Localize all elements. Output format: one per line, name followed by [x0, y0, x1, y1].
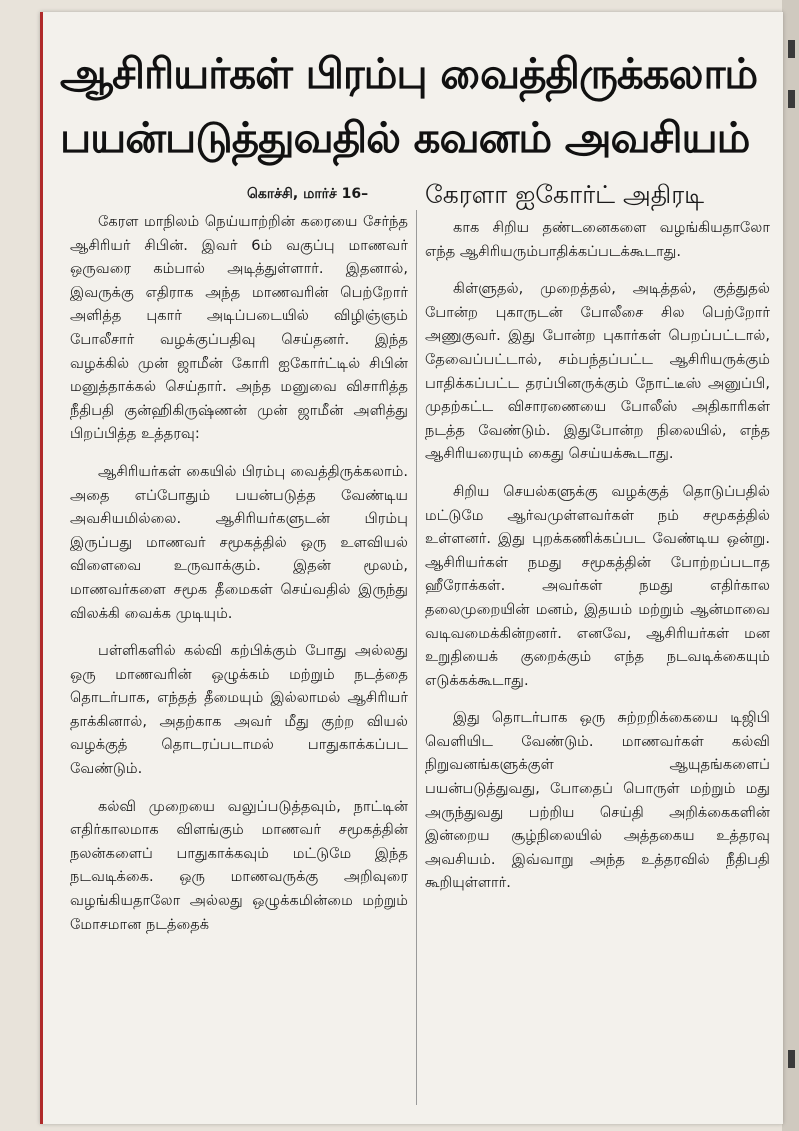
- paragraph: இது தொடர்பாக ஒரு சுற்றறிக்கையை டிஜிபி வெளியிட வேண்டும். மாணவர்கள் கல்வி நிறுவனங்களுக்குள் ஆயுதங்களைப் பயன்படுத்துவது, போதைப் பொருள் மற்றும் மது அருந்துவது பற்றிய செய்தி அறிக்கைகளின் இன்றைய சூழ்நிலையில் அத்தகைய உத்தரவு அவசியம். இவ்வாறு அந்த உத்தரவில் நீதிபதி கூறியுள்ளார்.: [425, 709, 770, 892]
- dateline: கொச்சி, மார்ச் 16–: [247, 186, 369, 202]
- paragraph: கிள்ளுதல், முறைத்தல், அடித்தல், குத்துதல் போன்ற புகாருடன் போலீசை சில பெற்றோர் அணுகுவர். இது போன்ற புகார்கள் பெறப்பட்டால், தேவைப்பட்டால், சம்பந்தப்பட்ட ஆசிரியருக்கும் பாதிக்கப்பட்ட தரப்பினருக்கும் நோட்டீஸ் அனுப்பி, முதற்கட்ட விசாரணையை போலீஸ் அதிகாரிகள் நடத்த வேண்டும். இதுபோன்ற நிலையில், எந்த ஆசிரியரையும் கைது செய்யக்கூடாது.: [425, 280, 770, 463]
- paragraph: ஆசிரியர்கள் கையில் பிரம்பு வைத்திருக்கலாம். அதை எப்போதும் பயன்படுத்த வேண்டிய அவசியமில்லை. ஆசிரியர்களுடன் பிரம்பு இருப்பது மாணவர் சமூகத்தில் ஒரு உளவியல் விளைவை உருவாக்கும். இதன் மூலம், மாணவர்களை சமூக தீமைகள் செய்வதில் இருந்து விலக்கி வைக்க முடியும்.: [70, 462, 408, 622]
- paragraph: கேரள மாநிலம் நெய்யாற்றின் கரையை சேர்ந்த ஆசிரியர் சிபின். இவர் 6ம் வகுப்பு மாணவர் ஒருவரை கம்பால் அடித்துள்ளார். இதனால், இவருக்கு எதிராக அந்த மாணவரின் பெற்றோர் அளித்த புகார் அடிப்படையில் விழிஞ்ஞம் போலீசார் வழக்குப்பதிவு செய்தனர். இந்த வழக்கில் முன் ஜாமீன் கோரி ஐகோர்ட்டில் சிபின் மனுத்தாக்கல் செய்தார். அந்த மனுவை விசாரித்த நீதிபதி குன்ஹிகிருஷ்ணன் முன் ஜாமீன் அளித்து பிறப்பித்த உத்தரவு:: [70, 213, 408, 443]
- paragraph: சிறிய செயல்களுக்கு வழக்குத் தொடுப்பதில் மட்டுமே ஆர்வமுள்ளவர்கள் நம் சமூகத்தில் உள்ளனர். இது புறக்கணிக்கப்பட வேண்டிய ஒன்று. ஆசிரியர்கள் நமது சமூகத்தின் போற்றப்படாத ஹீரோக்கள். அவர்கள் நமது எதிர்கால தலைமுறையின் மனம், இதயம் மற்றும் ஆன்மாவை வடிவமைக்கின்றனர். எனவே, ஆசிரியர்கள் மன உறுதியைக் குறைக்கும் எந்த நடவடிக்கையும் எடுக்கக்கூடாது.: [425, 482, 770, 689]
- edge-mark: [788, 90, 795, 108]
- headline-line-1: ஆசிரியர்கள் பிரம்பு வைத்திருக்கலாம்: [60, 49, 758, 98]
- paragraph: கல்வி முறையை வலுப்படுத்தவும், நாட்டின் எதிர்காலமாக விளங்கும் மாணவர் சமூகத்தின் நலன்களைப் பாதுகாக்கவும் மட்டுமே இந்த நடவடிக்கை. ஒரு மாணவருக்கு அறிவுரை வழங்கியதாலோ அல்லது ஒழுக்கமின்மை மற்றும் மோசமான நடத்தைக்: [70, 797, 408, 933]
- edge-mark: [788, 1050, 795, 1068]
- subheadline: கேரளா ஐகோர்ட் அதிரடி: [425, 180, 705, 209]
- edge-mark: [788, 40, 795, 58]
- paragraph: காக சிறிய தண்டனைகளை வழங்கியதாலோ எந்த ஆசிரியரும்பாதிக்கப்படக்கூடாது.: [425, 219, 770, 260]
- headline-line-2: பயன்படுத்துவதில் கவனம் அவசியம்: [60, 113, 750, 162]
- page-edge: [782, 0, 799, 1131]
- right-column: [425, 216, 770, 909]
- column-divider: [416, 210, 417, 1105]
- left-column: [70, 210, 408, 950]
- paragraph: பள்ளிகளில் கல்வி கற்பிக்கும் போது அல்லது ஒரு மாணவரின் ஒழுக்கம் மற்றும் நடத்தை தொடர்பாக, எந்தத் தீமையும் இல்லாமல் ஆசிரியர் தாக்கினால், அதற்காக அவர் மீது குற்ற வியல் வழக்குத் தொடரப்படாமல் பாதுகாக்கப்பட வேண்டும்.: [70, 642, 408, 778]
